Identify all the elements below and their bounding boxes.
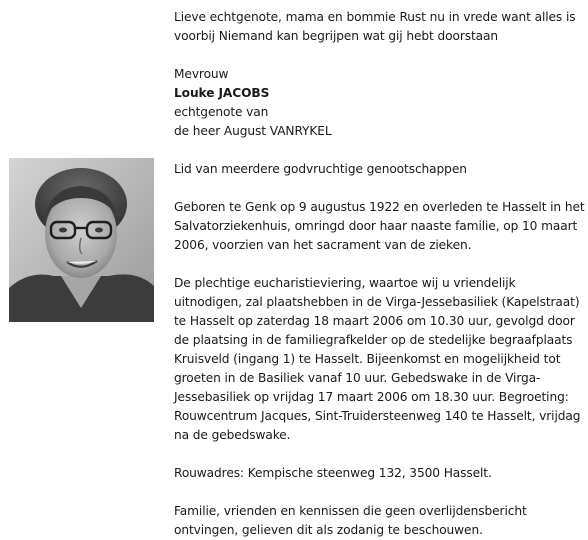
address-text: Rouwadres: Kempische steenweg 132, 3500 Hasselt. — [174, 466, 492, 480]
ceremony-text: De plechtige eucharistieviering, waartoe wij u vriendelijk uitnodigen, zal plaatshebben in de Virga-Jessebasiliek (Kapelstraat) te Hasselt op zaterdag 18 maart 2006 om 10.30 uur, gevolgd door de plaatsing in de familiegrafkelder op de stedelijke begraafplaats Kruisveld (ingang 1) te Hasselt. Bijeenkomst en mogelijkheid tot groeten in de Basiliek vanaf 10 uur. Gebedswake in de Virga-Jessebasiliek op vrijdag 17 maart 2006 om 18.30 uur. Begroeting: Rouwcentrum Jacques, Sint-Truidersteenweg 140 te Hasselt, vrijdag na de gebedswake. — [174, 276, 581, 442]
portrait-image — [9, 158, 154, 322]
portrait-photo — [9, 158, 154, 322]
relation: echtgenote van — [174, 105, 269, 119]
membership-text: Lid van meerdere godvruchtige genootschappen — [174, 162, 467, 176]
intro-verse — [174, 8, 586, 46]
intro-line-2: voorbij Niemand kan begrijpen wat gij hebt doorstaan — [174, 29, 499, 43]
birth-death-text: Geboren te Genk op 9 augustus 1922 en overleden te Hasselt in het Salvatorziekenhuis, omringd door haar naaste familie, op 10 maart 2006, voorzien van het sacrament van de zieken. — [174, 200, 585, 252]
closing-text: Familie, vrienden en kennissen die geen overlijdensbericht ontvingen, gelieven dit als zodanig te beschouwen. — [174, 504, 527, 537]
deceased-name: Louke JACOBS — [174, 86, 270, 100]
obituary-text — [174, 8, 586, 540]
deceased-block — [174, 65, 586, 141]
spouse-name: de heer August VANRYKEL — [174, 124, 332, 138]
intro-line-1: Lieve echtgenote, mama en bommie Rust nu in vrede want alles is — [174, 10, 576, 24]
honorific: Mevrouw — [174, 67, 229, 81]
